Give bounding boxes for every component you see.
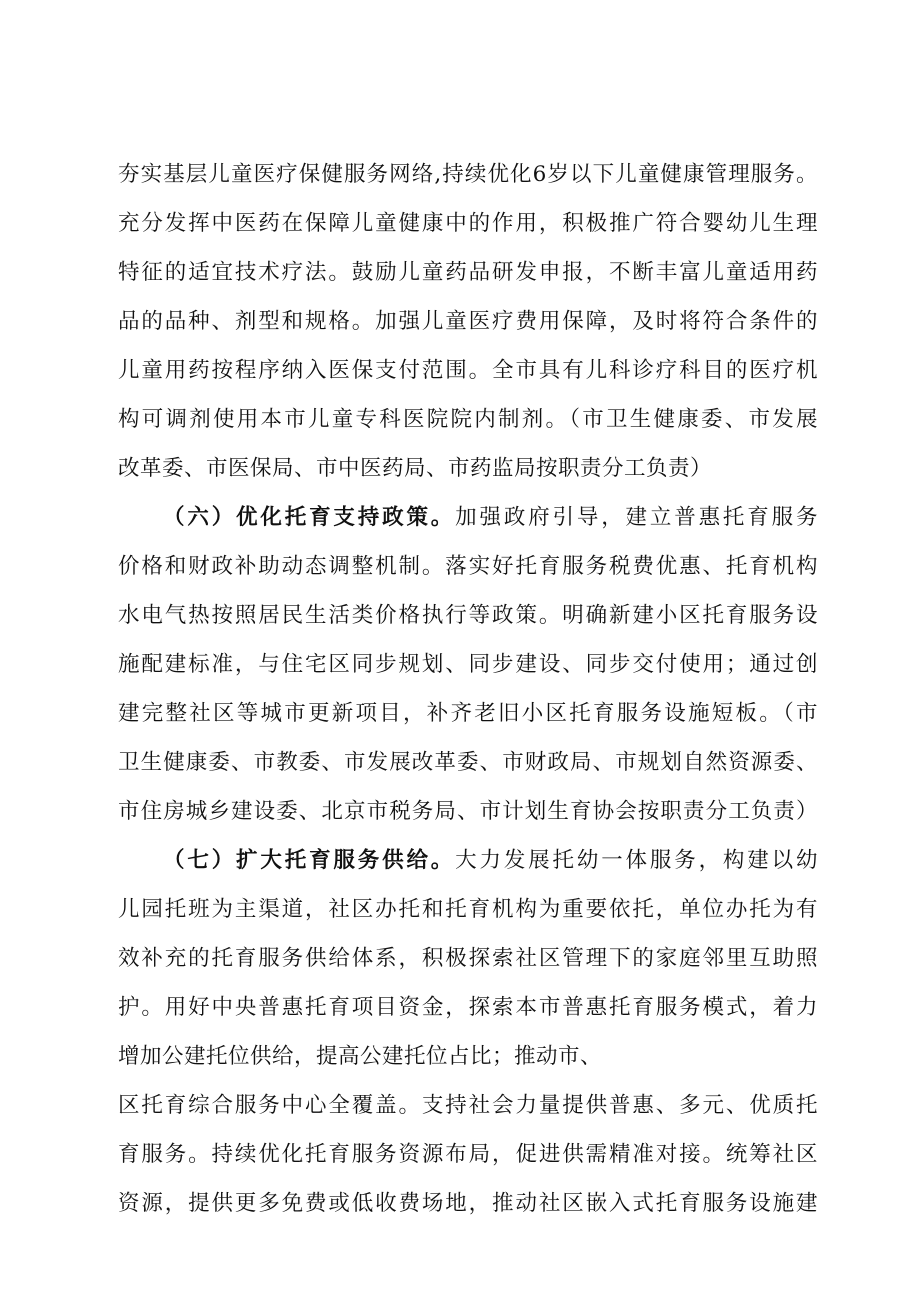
section-heading: （六）优化托育支持政策。 <box>163 505 456 530</box>
body-text-line: 增加公建托位供给，提高公建托位占比；推动市、 <box>118 1044 603 1069</box>
body-text-line: 卫生健康委、市教委、市发展改革委、市财政局、市规划自然资源委、 <box>118 750 818 775</box>
body-text-line: 资源，提供更多免费或低收费场地，推动社区嵌入式托育服务设施建 <box>118 1191 818 1216</box>
body-text-line: 市住房城乡建设委、北京市税务局、市计划生育协会按职责分工负责） <box>118 799 818 824</box>
body-text-line: 改革委、市医保局、市中医药局、市药监局按职责分工负责） <box>118 456 713 481</box>
body-text-line: 构可调剂使用本市儿童专科医院院内制剂。（市卫生健康委、市发展 <box>118 407 818 432</box>
body-text-line: 区托育综合服务中心全覆盖。支持社会力量提供普惠、多元、优质托 <box>118 1093 818 1118</box>
section-six-heading-line: （六）优化托育支持政策。加强政府引导，建立普惠托育服务 <box>163 505 818 530</box>
body-text-line: 充分发挥中医药在保障儿童健康中的作用，积极推广符合婴幼儿生理 <box>118 211 818 236</box>
body-text-line: 育服务。持续优化托育服务资源布局，促进供需精准对接。统筹社区 <box>118 1142 818 1167</box>
body-text-line: 儿园托班为主渠道，社区办托和托育机构为重要依托，单位办托为有 <box>118 897 818 922</box>
body-text-line: 水电气热按照居民生活类价格执行等政策。明确新建小区托育服务设 <box>118 603 818 628</box>
body-text-line: 夯实基层儿童医疗保健服务网络,持续优化6岁以下儿童健康管理服务。 <box>118 162 818 187</box>
body-text-line: 儿童用药按程序纳入医保支付范围。全市具有儿科诊疗科目的医疗机 <box>118 358 818 383</box>
section-heading: （七）扩大托育服务供给。 <box>163 848 456 873</box>
section-seven-heading-line: （七）扩大托育服务供给。大力发展托幼一体服务，构建以幼 <box>163 848 818 873</box>
body-text-line: 护。用好中央普惠托育项目资金，探索本市普惠托育服务模式，着力 <box>118 995 818 1020</box>
body-text-line: 价格和财政补助动态调整机制。落实好托育服务税费优惠、托育机构 <box>118 554 818 579</box>
body-text-line: 品的品种、剂型和规格。加强儿童医疗费用保障，及时将符合条件的 <box>118 309 818 334</box>
body-text-line: 施配建标准，与住宅区同步规划、同步建设、同步交付使用；通过创 <box>118 652 818 677</box>
body-text-line: 效补充的托育服务供给体系，积极探索社区管理下的家庭邻里互助照 <box>118 946 818 971</box>
body-text-line: 特征的适宜技术疗法。鼓励儿童药品研发申报，不断丰富儿童适用药 <box>118 260 818 285</box>
body-text-line: 建完整社区等城市更新项目，补齐老旧小区托育服务设施短板。（市 <box>118 701 818 726</box>
